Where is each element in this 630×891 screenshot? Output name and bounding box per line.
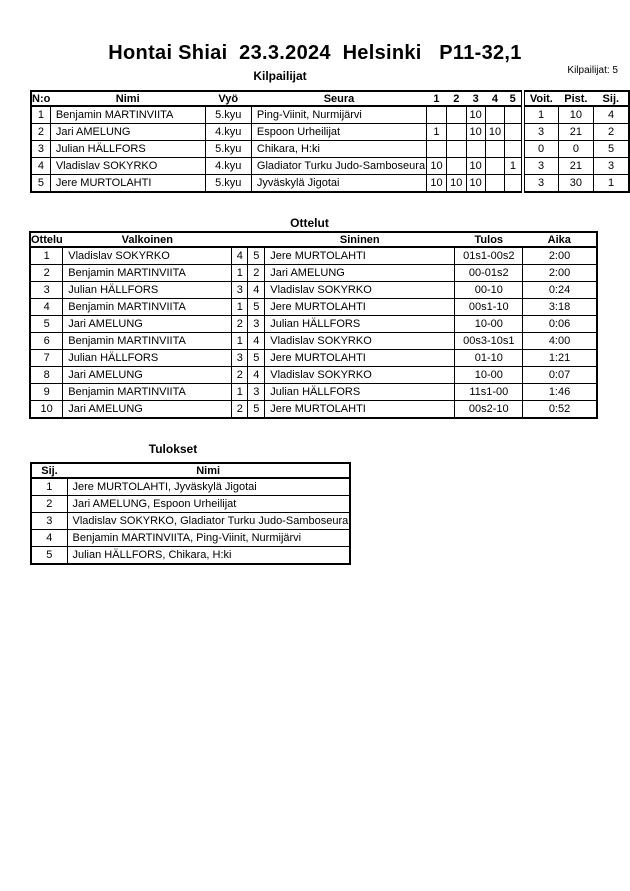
table-row [31,547,350,565]
white-name-cell: Vladislav SOKYRKO [63,247,232,265]
points-cell: 30 [558,175,594,193]
col-header-aika: Aika [523,232,597,247]
round-cell: 10 [466,175,485,193]
club-cell: Gladiator Turku Judo-Samboseura [251,158,426,175]
blue-name-cell: Jere MURTOLAHTI [265,299,455,316]
white-no-cell: 2 [232,367,248,384]
time-cell: 2:00 [523,247,597,265]
result-cell: 10-00 [455,367,523,384]
white-no-cell: 2 [232,401,248,419]
points-cell: 21 [558,124,594,141]
white-name-cell: Julian HÄLLFORS [63,350,232,367]
result-cell: 00s1-10 [455,299,523,316]
place-cell: 2 [31,496,67,513]
club-cell: Espoon Urheilijat [251,124,426,141]
wins-cell: 3 [523,124,559,141]
time-cell: 4:00 [523,333,597,350]
round-cell [485,106,505,124]
blue-no-cell: 5 [248,247,265,265]
points-cell: 21 [558,158,594,175]
blue-no-cell: 5 [248,401,265,419]
no-cell: 4 [31,158,50,175]
round-cell [485,141,505,158]
club-cell: Jyväskylä Jigotai [251,175,426,193]
col-header-sininen: Sininen [265,232,455,247]
table-row [31,513,350,530]
name-cell: Jari AMELUNG [50,124,205,141]
round-cell [485,175,505,193]
result-cell: 11s1-00 [455,384,523,401]
blue-no-cell: 5 [248,350,265,367]
blue-no-cell: 5 [248,299,265,316]
blue-name-cell: Jari AMELUNG [265,265,455,282]
white-name-cell: Benjamin MARTINVIITA [63,384,232,401]
time-cell: 0:07 [523,367,597,384]
result-name-cell: Jari AMELUNG, Espoon Urheilijat [67,496,350,513]
section-title-tulokset: Tulokset [148,442,198,456]
blue-name-cell: Vladislav SOKYRKO [265,333,455,350]
result-name-cell: Benjamin MARTINVIITA, Ping-Viinit, Nurmijärvi [67,530,350,547]
white-no-cell: 1 [232,384,248,401]
belt-cell: 5.kyu [205,141,251,158]
blue-name-cell: Vladislav SOKYRKO [265,282,455,299]
col-header-valkoinen: Valkoinen [63,232,232,247]
round-cell: 1 [427,124,447,141]
name-cell: Julian HÄLLFORS [50,141,205,158]
name-cell: Benjamin MARTINVIITA [50,106,205,124]
results-table [30,462,351,565]
white-name-cell: Benjamin MARTINVIITA [63,299,232,316]
blue-no-cell: 4 [248,282,265,299]
round-cell: 10 [466,158,485,175]
time-cell: 1:46 [523,384,597,401]
header-row [30,232,597,247]
col-header-ottelu: Ottelu [31,233,63,246]
round-cell: 1 [505,158,523,175]
round-cell [466,141,485,158]
blue-name-cell: Jere MURTOLAHTI [265,247,455,265]
club-cell: Ping-Viinit, Nurmijärvi [251,106,426,124]
white-name-cell: Jari AMELUNG [63,367,232,384]
col-header-no: N:o [32,92,51,105]
col-header-round-4: 4 [485,91,505,106]
table-row [30,299,597,316]
blue-name-cell: Julian HÄLLFORS [265,384,455,401]
points-cell: 0 [558,141,594,158]
round-cell [505,106,523,124]
match-no-cell: 9 [30,384,63,401]
blue-name-cell: Jere MURTOLAHTI [265,350,455,367]
col-header-pist: Pist. [558,91,594,106]
result-cell: 00s2-10 [455,401,523,419]
col-header-voit: Voit. [523,91,559,106]
result-cell: 01-10 [455,350,523,367]
place-cell: 5 [594,141,629,158]
result-cell: 10-00 [455,316,523,333]
result-name-cell: Julian HÄLLFORS, Chikara, H:ki [67,547,350,565]
blue-no-cell: 4 [248,367,265,384]
white-name-cell: Benjamin MARTINVIITA [63,265,232,282]
competitors-table [30,90,630,193]
place-cell: 1 [31,478,67,496]
round-cell [485,158,505,175]
belt-cell: 5.kyu [205,175,251,193]
white-no-cell: 1 [232,265,248,282]
match-no-cell: 7 [30,350,63,367]
no-cell: 3 [31,141,50,158]
table-row [31,530,350,547]
col-header-round-1: 1 [427,91,447,106]
col-header-round-2: 2 [446,91,466,106]
white-name-cell: Jari AMELUNG [63,316,232,333]
white-no-cell: 4 [232,247,248,265]
time-cell: 0:24 [523,282,597,299]
white-no-cell: 1 [232,299,248,316]
name-cell: Jere MURTOLAHTI [50,175,205,193]
table-row [30,384,597,401]
match-no-cell: 5 [30,316,63,333]
points-cell: 10 [558,106,594,124]
blue-no-cell: 3 [248,316,265,333]
time-cell: 3:18 [523,299,597,316]
section-title-kilpailijat: Kilpailijat [253,69,307,83]
place-cell: 4 [594,106,629,124]
place-cell: 2 [594,124,629,141]
table-row [30,247,597,265]
wins-cell: 3 [523,158,559,175]
round-cell: 10 [466,124,485,141]
result-cell: 00s3-10s1 [455,333,523,350]
place-cell: 3 [31,513,67,530]
white-name-cell: Julian HÄLLFORS [63,282,232,299]
competitors-count: Kilpailijat: 5 [567,65,618,76]
time-cell: 1:21 [523,350,597,367]
table-row [30,401,597,419]
result-cell: 00-01s2 [455,265,523,282]
belt-cell: 4.kyu [205,124,251,141]
time-cell: 2:00 [523,265,597,282]
table-row [30,316,597,333]
table-row [31,496,350,513]
place-cell: 5 [31,547,67,565]
table-row [31,478,350,496]
col-header-nimi: Nimi [50,91,205,106]
no-cell: 2 [31,124,50,141]
round-cell: 10 [427,175,447,193]
col-header-empty [232,232,248,247]
club-cell: Chikara, H:ki [251,141,426,158]
time-cell: 0:06 [523,316,597,333]
header-row [31,463,350,478]
belt-cell: 5.kyu [205,106,251,124]
round-cell: 10 [427,158,447,175]
white-name-cell: Jari AMELUNG [63,401,232,419]
table-row [30,367,597,384]
col-header-seura: Seura [251,91,426,106]
white-no-cell: 2 [232,316,248,333]
time-cell: 0:52 [523,401,597,419]
round-cell [427,106,447,124]
col-header-vyo: Vyö [205,91,251,106]
match-no-cell: 1 [30,247,63,265]
wins-cell: 3 [523,175,559,193]
round-cell [446,158,466,175]
col-header-round-3: 3 [466,91,485,106]
round-cell [446,141,466,158]
name-cell: Vladislav SOKYRKO [50,158,205,175]
col-header-nimi: Nimi [67,463,350,478]
white-no-cell: 3 [232,282,248,299]
table-row [31,141,629,158]
table-row [31,124,629,141]
blue-no-cell: 3 [248,384,265,401]
blue-name-cell: Vladislav SOKYRKO [265,367,455,384]
table-row [30,333,597,350]
round-cell [505,175,523,193]
round-cell [446,124,466,141]
match-no-cell: 6 [30,333,63,350]
white-no-cell: 1 [232,333,248,350]
white-name-cell: Benjamin MARTINVIITA [63,333,232,350]
table-row [31,158,629,175]
match-no-cell: 2 [30,265,63,282]
wins-cell: 0 [523,141,559,158]
matches-table [29,231,598,419]
col-header-tulos: Tulos [455,232,523,247]
match-no-cell: 10 [30,401,63,419]
col-header-sij: Sij. [31,463,67,478]
match-no-cell: 4 [30,299,63,316]
blue-name-cell: Julian HÄLLFORS [265,316,455,333]
round-cell [505,141,523,158]
match-no-cell: 3 [30,282,63,299]
section-title-ottelut: Ottelut [290,216,329,230]
result-name-cell: Jere MURTOLAHTI, Jyväskylä Jigotai [67,478,350,496]
blue-name-cell: Jere MURTOLAHTI [265,401,455,419]
table-row [30,282,597,299]
col-header-round-5: 5 [505,91,523,106]
round-cell: 10 [466,106,485,124]
round-cell: 10 [446,175,466,193]
round-cell [446,106,466,124]
place-cell: 4 [31,530,67,547]
blue-no-cell: 2 [248,265,265,282]
no-cell: 1 [31,106,50,124]
belt-cell: 4.kyu [205,158,251,175]
table-row [30,265,597,282]
table-row [30,350,597,367]
table-row [31,106,629,124]
round-cell: 10 [485,124,505,141]
result-name-cell: Vladislav SOKYRKO, Gladiator Turku Judo-Samboseura [67,513,350,530]
match-no-cell: 8 [30,367,63,384]
result-cell: 01s1-00s2 [455,247,523,265]
col-header-empty [248,232,265,247]
page-title: Hontai Shiai 23.3.2024 Helsinki P11-32,1 [108,42,522,64]
white-no-cell: 3 [232,350,248,367]
place-cell: 3 [594,158,629,175]
round-cell [427,141,447,158]
round-cell [505,124,523,141]
no-cell: 5 [31,175,50,193]
col-header-sij: Sij. [594,91,629,106]
place-cell: 1 [594,175,629,193]
wins-cell: 1 [523,106,559,124]
blue-no-cell: 4 [248,333,265,350]
result-cell: 00-10 [455,282,523,299]
table-row [31,175,629,193]
header-row [31,91,629,106]
